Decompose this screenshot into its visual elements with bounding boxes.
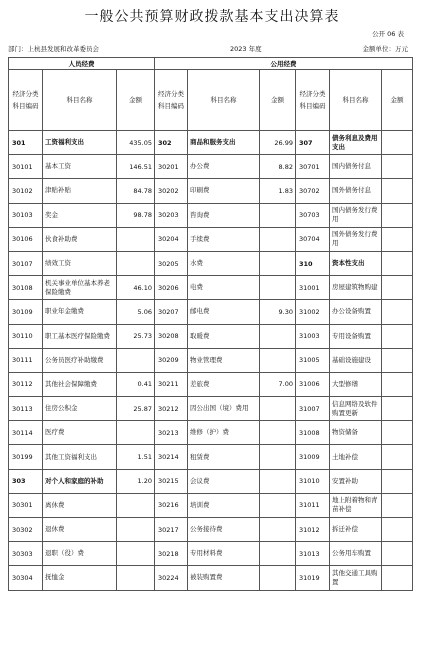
form-number: 公开 06 表 <box>372 30 404 38</box>
code-header: 经济分类科目编码 <box>296 70 330 131</box>
economic-code-cell: 30207 <box>155 300 188 324</box>
amount-cell <box>382 518 413 542</box>
economic-code-cell: 31006 <box>296 372 330 396</box>
economic-code-cell: 30218 <box>155 542 188 566</box>
amount-cell <box>382 251 413 275</box>
table-row <box>9 227 413 251</box>
table-row <box>9 397 413 421</box>
economic-code-cell: 30114 <box>9 421 43 445</box>
unit-label: 金额单位：万元 <box>362 45 408 53</box>
item-name-cell: 拆迁补偿 <box>330 518 382 542</box>
item-name-cell: 国内债务付息 <box>330 155 382 179</box>
amount-cell <box>382 397 413 421</box>
amount-cell <box>117 251 155 275</box>
amount-cell: 98.78 <box>117 203 155 227</box>
item-name-cell: 手续费 <box>188 227 260 251</box>
code-header: 经济分类科目编码 <box>9 70 43 131</box>
economic-code-cell: 30112 <box>9 372 43 396</box>
table-row <box>9 542 413 566</box>
item-name-cell: 专用材料费 <box>188 542 260 566</box>
amount-cell: 26.99 <box>260 131 296 155</box>
economic-code-cell: 30110 <box>9 324 43 348</box>
item-name-cell: 津贴补贴 <box>43 179 117 203</box>
table-row <box>9 518 413 542</box>
item-name-cell: 专用设备购置 <box>330 324 382 348</box>
amount-cell <box>260 227 296 251</box>
amount-cell: 7.00 <box>260 372 296 396</box>
economic-code-cell: 30208 <box>155 324 188 348</box>
economic-code-cell: 30214 <box>155 445 188 469</box>
economic-code-cell: 30701 <box>296 155 330 179</box>
amount-cell <box>382 493 413 517</box>
amount-cell: 25.73 <box>117 324 155 348</box>
amount-cell <box>260 469 296 493</box>
economic-code-cell: 31009 <box>296 445 330 469</box>
code-header: 经济分类科目编码 <box>155 70 188 131</box>
public-funds-header: 公用经费 <box>155 58 413 70</box>
item-name-cell: 国内债务发行费用 <box>330 203 382 227</box>
amount-cell <box>260 251 296 275</box>
economic-code-cell: 30103 <box>9 203 43 227</box>
amount-cell: 0.41 <box>117 372 155 396</box>
economic-code-cell: 31002 <box>296 300 330 324</box>
item-name-cell: 离休费 <box>43 493 117 517</box>
item-name-cell: 安置补助 <box>330 469 382 493</box>
item-name-cell: 国外债务发行费用 <box>330 227 382 251</box>
item-name-cell: 公务员医疗补助缴费 <box>43 348 117 372</box>
item-name-cell: 水费 <box>188 251 260 275</box>
economic-code-cell: 30106 <box>9 227 43 251</box>
item-name-cell: 医疗费 <box>43 421 117 445</box>
economic-code-cell: 30107 <box>9 251 43 275</box>
table-row <box>9 131 413 155</box>
economic-code-cell: 30205 <box>155 251 188 275</box>
table-row <box>9 421 413 445</box>
economic-code-cell: 30704 <box>296 227 330 251</box>
table-row <box>9 469 413 493</box>
item-name-cell: 办公费 <box>188 155 260 179</box>
amount-cell <box>117 518 155 542</box>
economic-code-cell: 30113 <box>9 397 43 421</box>
amount-cell: 25.87 <box>117 397 155 421</box>
amount-cell <box>260 276 296 300</box>
item-name-cell: 绩效工资 <box>43 251 117 275</box>
item-name-cell: 基本工资 <box>43 155 117 179</box>
amount-cell <box>382 300 413 324</box>
item-name-cell: 退职（役）费 <box>43 542 117 566</box>
item-name-cell: 工资福利支出 <box>43 131 117 155</box>
economic-code-cell: 310 <box>296 251 330 275</box>
amount-cell <box>260 324 296 348</box>
amount-header: 金额 <box>382 70 413 131</box>
table-row <box>9 276 413 300</box>
amount-cell: 146.51 <box>117 155 155 179</box>
expenditure-table <box>8 57 413 591</box>
economic-code-cell: 30217 <box>155 518 188 542</box>
amount-cell: 435.05 <box>117 131 155 155</box>
amount-cell <box>260 518 296 542</box>
table-row <box>9 372 413 396</box>
item-name-cell: 奖金 <box>43 203 117 227</box>
amount-cell <box>260 542 296 566</box>
item-name-cell: 取暖费 <box>188 324 260 348</box>
amount-cell: 84.78 <box>117 179 155 203</box>
economic-code-cell: 30201 <box>155 155 188 179</box>
amount-cell <box>260 348 296 372</box>
item-name-cell: 公务用车购置 <box>330 542 382 566</box>
item-name-cell: 机关事业单位基本养老保险缴费 <box>43 276 117 300</box>
name-header: 科目名称 <box>188 70 260 131</box>
item-name-cell: 办公设备购置 <box>330 300 382 324</box>
amount-cell <box>382 155 413 179</box>
item-name-cell: 地上附着物和青苗补偿 <box>330 493 382 517</box>
table-row <box>9 155 413 179</box>
economic-code-cell: 30202 <box>155 179 188 203</box>
table-body <box>9 131 413 591</box>
economic-code-cell: 31001 <box>296 276 330 300</box>
item-name-cell: 被装购置费 <box>188 566 260 590</box>
item-name-cell: 大型修缮 <box>330 372 382 396</box>
amount-cell <box>382 421 413 445</box>
economic-code-cell: 31019 <box>296 566 330 590</box>
item-name-cell: 物资储备 <box>330 421 382 445</box>
item-name-cell: 商品和服务支出 <box>188 131 260 155</box>
economic-code-cell: 30101 <box>9 155 43 179</box>
amount-header: 金额 <box>117 70 155 131</box>
item-name-cell: 因公出国（境）费用 <box>188 397 260 421</box>
economic-code-cell: 30303 <box>9 542 43 566</box>
amount-cell: 1.51 <box>117 445 155 469</box>
item-name-cell: 房屋建筑物购建 <box>330 276 382 300</box>
amount-header: 金额 <box>260 70 296 131</box>
item-name-cell: 国外债务付息 <box>330 179 382 203</box>
table-row <box>9 493 413 517</box>
economic-code-cell: 30213 <box>155 421 188 445</box>
amount-cell: 5.06 <box>117 300 155 324</box>
amount-cell <box>382 276 413 300</box>
amount-cell <box>260 566 296 590</box>
table-row <box>9 251 413 275</box>
economic-code-cell: 31007 <box>296 397 330 421</box>
economic-code-cell: 31008 <box>296 421 330 445</box>
economic-code-cell: 30702 <box>296 179 330 203</box>
economic-code-cell: 307 <box>296 131 330 155</box>
economic-code-cell: 302 <box>155 131 188 155</box>
item-name-cell: 住房公积金 <box>43 397 117 421</box>
item-name-cell: 咨询费 <box>188 203 260 227</box>
economic-code-cell: 30108 <box>9 276 43 300</box>
amount-cell <box>382 179 413 203</box>
table-row <box>9 179 413 203</box>
item-name-cell: 债务利息及费用支出 <box>330 131 382 155</box>
economic-code-cell: 30224 <box>155 566 188 590</box>
amount-cell <box>382 203 413 227</box>
amount-cell <box>117 542 155 566</box>
table-row <box>9 445 413 469</box>
economic-code-cell: 31003 <box>296 324 330 348</box>
economic-code-cell: 30102 <box>9 179 43 203</box>
economic-code-cell: 30304 <box>9 566 43 590</box>
item-name-cell: 其他交通工具购置 <box>330 566 382 590</box>
department-label: 部门：上杭县发展和改革委员会 <box>8 45 99 53</box>
amount-cell <box>382 372 413 396</box>
economic-code-cell: 31010 <box>296 469 330 493</box>
year-label: 2023 年度 <box>230 45 262 53</box>
amount-cell <box>382 469 413 493</box>
item-name-cell: 抚恤金 <box>43 566 117 590</box>
economic-code-cell: 30204 <box>155 227 188 251</box>
amount-cell: 1.20 <box>117 469 155 493</box>
economic-code-cell: 301 <box>9 131 43 155</box>
item-name-cell: 邮电费 <box>188 300 260 324</box>
item-name-cell: 印刷费 <box>188 179 260 203</box>
amount-cell <box>382 324 413 348</box>
amount-cell <box>382 227 413 251</box>
item-name-cell: 职业年金缴费 <box>43 300 117 324</box>
economic-code-cell: 31005 <box>296 348 330 372</box>
amount-cell <box>382 566 413 590</box>
amount-cell <box>117 227 155 251</box>
item-name-cell: 其他工资福利支出 <box>43 445 117 469</box>
amount-cell: 8.82 <box>260 155 296 179</box>
item-name-cell: 维修（护）费 <box>188 421 260 445</box>
item-name-cell: 信息网络及软件购置更新 <box>330 397 382 421</box>
economic-code-cell: 30216 <box>155 493 188 517</box>
economic-code-cell: 30109 <box>9 300 43 324</box>
amount-cell <box>260 493 296 517</box>
economic-code-cell: 30206 <box>155 276 188 300</box>
item-name-cell: 培训费 <box>188 493 260 517</box>
economic-code-cell: 30209 <box>155 348 188 372</box>
item-name-cell: 电费 <box>188 276 260 300</box>
amount-cell <box>382 542 413 566</box>
economic-code-cell: 30215 <box>155 469 188 493</box>
economic-code-cell: 30703 <box>296 203 330 227</box>
name-header: 科目名称 <box>330 70 382 131</box>
amount-cell: 46.10 <box>117 276 155 300</box>
amount-cell <box>260 397 296 421</box>
economic-code-cell: 30203 <box>155 203 188 227</box>
table-row <box>9 348 413 372</box>
item-name-cell: 基础设施建设 <box>330 348 382 372</box>
economic-code-cell: 30211 <box>155 372 188 396</box>
item-name-cell: 退休费 <box>43 518 117 542</box>
economic-code-cell: 30212 <box>155 397 188 421</box>
name-header: 科目名称 <box>43 70 117 131</box>
item-name-cell: 差旅费 <box>188 372 260 396</box>
economic-code-cell: 30302 <box>9 518 43 542</box>
amount-cell <box>117 348 155 372</box>
amount-cell <box>260 445 296 469</box>
amount-cell <box>382 445 413 469</box>
amount-cell: 9.30 <box>260 300 296 324</box>
report-title: 一般公共预算财政拨款基本支出决算表 <box>84 9 340 25</box>
item-name-cell: 公务接待费 <box>188 518 260 542</box>
item-name-cell: 物业管理费 <box>188 348 260 372</box>
item-name-cell: 对个人和家庭的补助 <box>43 469 117 493</box>
amount-cell <box>117 566 155 590</box>
economic-code-cell: 30111 <box>9 348 43 372</box>
item-name-cell: 会议费 <box>188 469 260 493</box>
economic-code-cell: 31012 <box>296 518 330 542</box>
item-name-cell: 伙食补助费 <box>43 227 117 251</box>
amount-cell: 1.83 <box>260 179 296 203</box>
amount-cell <box>260 203 296 227</box>
amount-cell <box>382 131 413 155</box>
table-row <box>9 324 413 348</box>
table-row <box>9 203 413 227</box>
amount-cell <box>117 421 155 445</box>
personnel-funds-header: 人员经费 <box>9 58 155 70</box>
item-name-cell: 土地补偿 <box>330 445 382 469</box>
economic-code-cell: 30301 <box>9 493 43 517</box>
amount-cell <box>117 493 155 517</box>
amount-cell <box>260 421 296 445</box>
economic-code-cell: 30199 <box>9 445 43 469</box>
economic-code-cell: 31013 <box>296 542 330 566</box>
item-name-cell: 资本性支出 <box>330 251 382 275</box>
economic-code-cell: 31011 <box>296 493 330 517</box>
amount-cell <box>382 348 413 372</box>
item-name-cell: 租赁费 <box>188 445 260 469</box>
table-row <box>9 566 413 590</box>
economic-code-cell: 303 <box>9 469 43 493</box>
item-name-cell: 职工基本医疗保险缴费 <box>43 324 117 348</box>
table-row <box>9 300 413 324</box>
item-name-cell: 其他社会保障缴费 <box>43 372 117 396</box>
